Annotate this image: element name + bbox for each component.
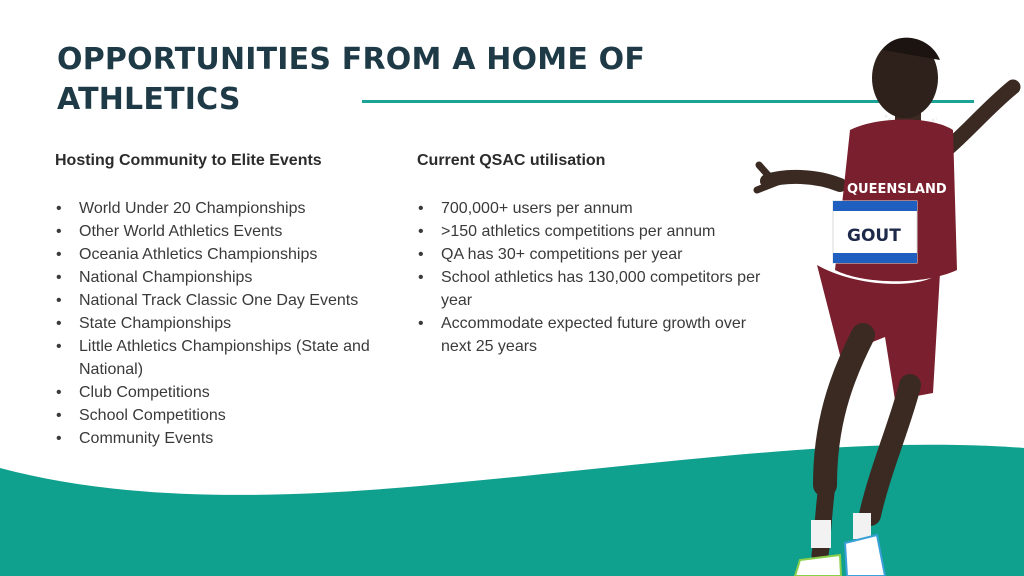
list-item: • Accommodate expected future growth over next 25 years (417, 312, 762, 358)
slide-title (57, 40, 645, 120)
hosting-events-column (55, 150, 395, 450)
list-item: • Other World Athletics Events (55, 220, 395, 243)
athlete-photo (745, 15, 1024, 576)
qsac-utilisation-list (417, 197, 762, 358)
slide-title-line-2: ATHLETICS (57, 82, 241, 117)
list-item: • National Championships (55, 266, 395, 289)
list-item: • National Track Classic One Day Events (55, 289, 395, 312)
list-item: • Little Athletics Championships (State and National) (55, 335, 395, 381)
list-item: • 700,000+ users per annum (417, 197, 762, 220)
singlet-text: QUEENSLAND (847, 182, 947, 197)
list-item: • Club Competitions (55, 381, 395, 404)
slide-title-line-1: OPPORTUNITIES FROM A HOME OF (57, 42, 646, 77)
list-item: • >150 athletics competitions per annum (417, 220, 762, 243)
list-item: • School Competitions (55, 404, 395, 427)
hosting-events-heading: Hosting Community to Elite Events (55, 152, 322, 169)
race-bib-name: GOUT (847, 226, 901, 246)
hosting-events-list (55, 197, 395, 450)
list-item: • World Under 20 Championships (55, 197, 395, 220)
list-item: • Oceania Athletics Championships (55, 243, 395, 266)
qsac-utilisation-column (417, 150, 762, 358)
list-item: • Community Events (55, 427, 395, 450)
list-item: • QA has 30+ competitions per year (417, 243, 762, 266)
qsac-utilisation-heading: Current QSAC utilisation (417, 152, 606, 169)
list-item: • State Championships (55, 312, 395, 335)
list-item: • School athletics has 130,000 competitors per year (417, 266, 762, 312)
